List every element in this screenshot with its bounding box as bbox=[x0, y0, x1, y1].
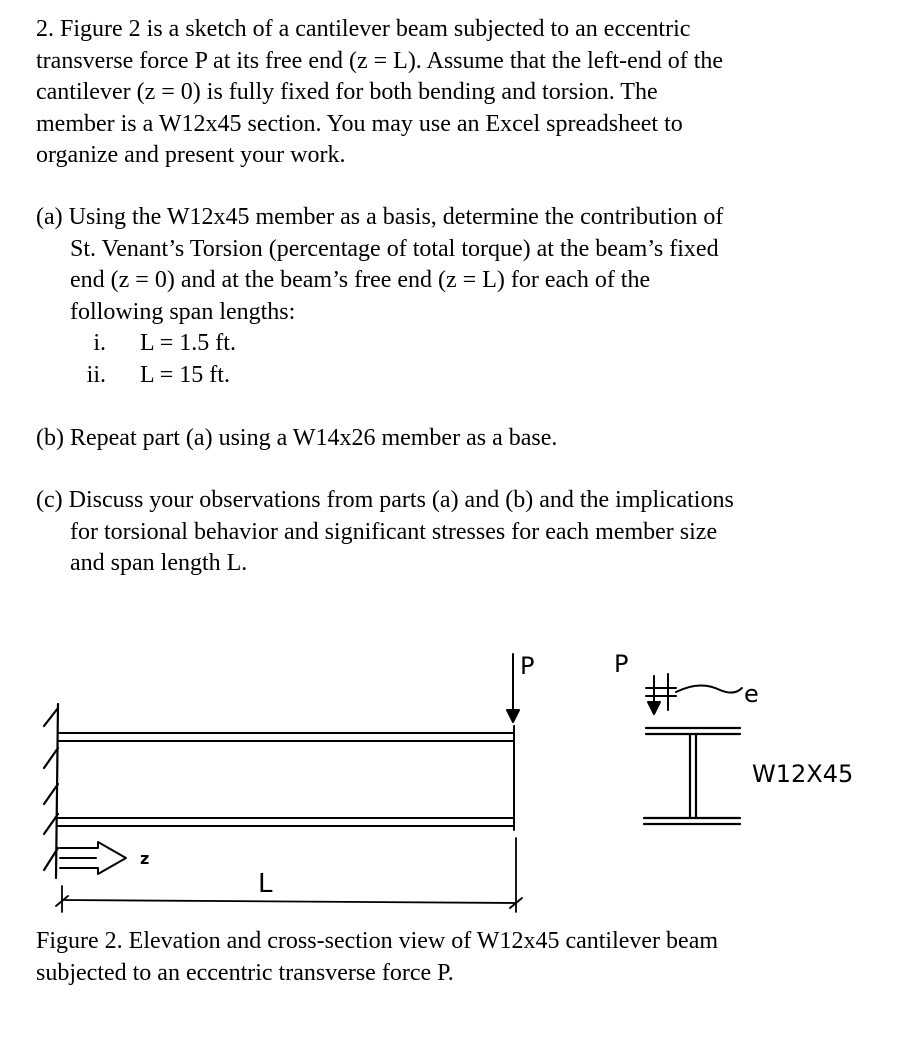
intro-line: 2. Figure 2 is a sketch of a cantilever beam subjected to an eccentric bbox=[36, 16, 691, 42]
part-c-line: for torsional behavior and significant stresses for each member size bbox=[70, 518, 718, 545]
problem-intro bbox=[36, 14, 723, 172]
caption-line: subjected to an eccentric transverse force P. bbox=[36, 959, 454, 986]
caption-line: Figure 2. Elevation and cross-section view of W12x45 cantilever beam bbox=[36, 928, 719, 954]
beam-figure bbox=[0, 630, 907, 930]
eccentricity-sketch bbox=[646, 674, 742, 710]
span-item-text: L = 1.5 ft. bbox=[140, 330, 236, 356]
span-dimension bbox=[56, 838, 522, 912]
span-item-number: i. bbox=[93, 330, 106, 356]
load-label: P bbox=[520, 652, 535, 680]
eccentricity-label: e bbox=[744, 680, 759, 708]
span-label: L bbox=[258, 869, 273, 899]
z-axis-arrow bbox=[60, 842, 126, 874]
part-b bbox=[36, 423, 557, 455]
intro-line: organize and present your work. bbox=[36, 142, 346, 168]
section-label: W12X45 bbox=[752, 760, 854, 788]
part-c-line: and span length L. bbox=[70, 550, 248, 576]
section-load-label: P bbox=[614, 650, 629, 678]
intro-line: cantilever (z = 0) is fully fixed for both bending and torsion. The bbox=[36, 79, 658, 105]
part-a-line: end (z = 0) and at the beam’s free end (z = L) for each of the bbox=[70, 267, 651, 293]
z-axis-label: z bbox=[140, 849, 150, 868]
load-arrow bbox=[507, 654, 519, 722]
figure-caption bbox=[36, 926, 718, 989]
intro-line: transverse force P at its free end (z = L). Assume that the left-end of the bbox=[36, 47, 724, 74]
intro-line: member is a W12x45 section. You may use an Excel spreadsheet to bbox=[36, 110, 683, 137]
part-c-line: (c) Discuss your observations from parts (a) and (b) and the implications bbox=[36, 487, 734, 513]
beam-elevation bbox=[58, 726, 514, 830]
fixed-support bbox=[44, 704, 58, 878]
span-item-text: L = 15 ft. bbox=[140, 362, 230, 388]
i-beam-section bbox=[644, 728, 740, 824]
span-item-number: ii. bbox=[86, 362, 106, 388]
part-a-line: (a) Using the W12x45 member as a basis, determine the contribution of bbox=[36, 204, 724, 230]
part-a-line: St. Venant’s Torsion (percentage of total torque) at the beam’s fixed bbox=[70, 235, 719, 262]
part-a-line: following span lengths: bbox=[70, 298, 296, 325]
part-a bbox=[36, 202, 723, 328]
part-b-line: (b) Repeat part (a) using a W14x26 member as a base. bbox=[36, 425, 558, 451]
part-c bbox=[36, 485, 734, 580]
